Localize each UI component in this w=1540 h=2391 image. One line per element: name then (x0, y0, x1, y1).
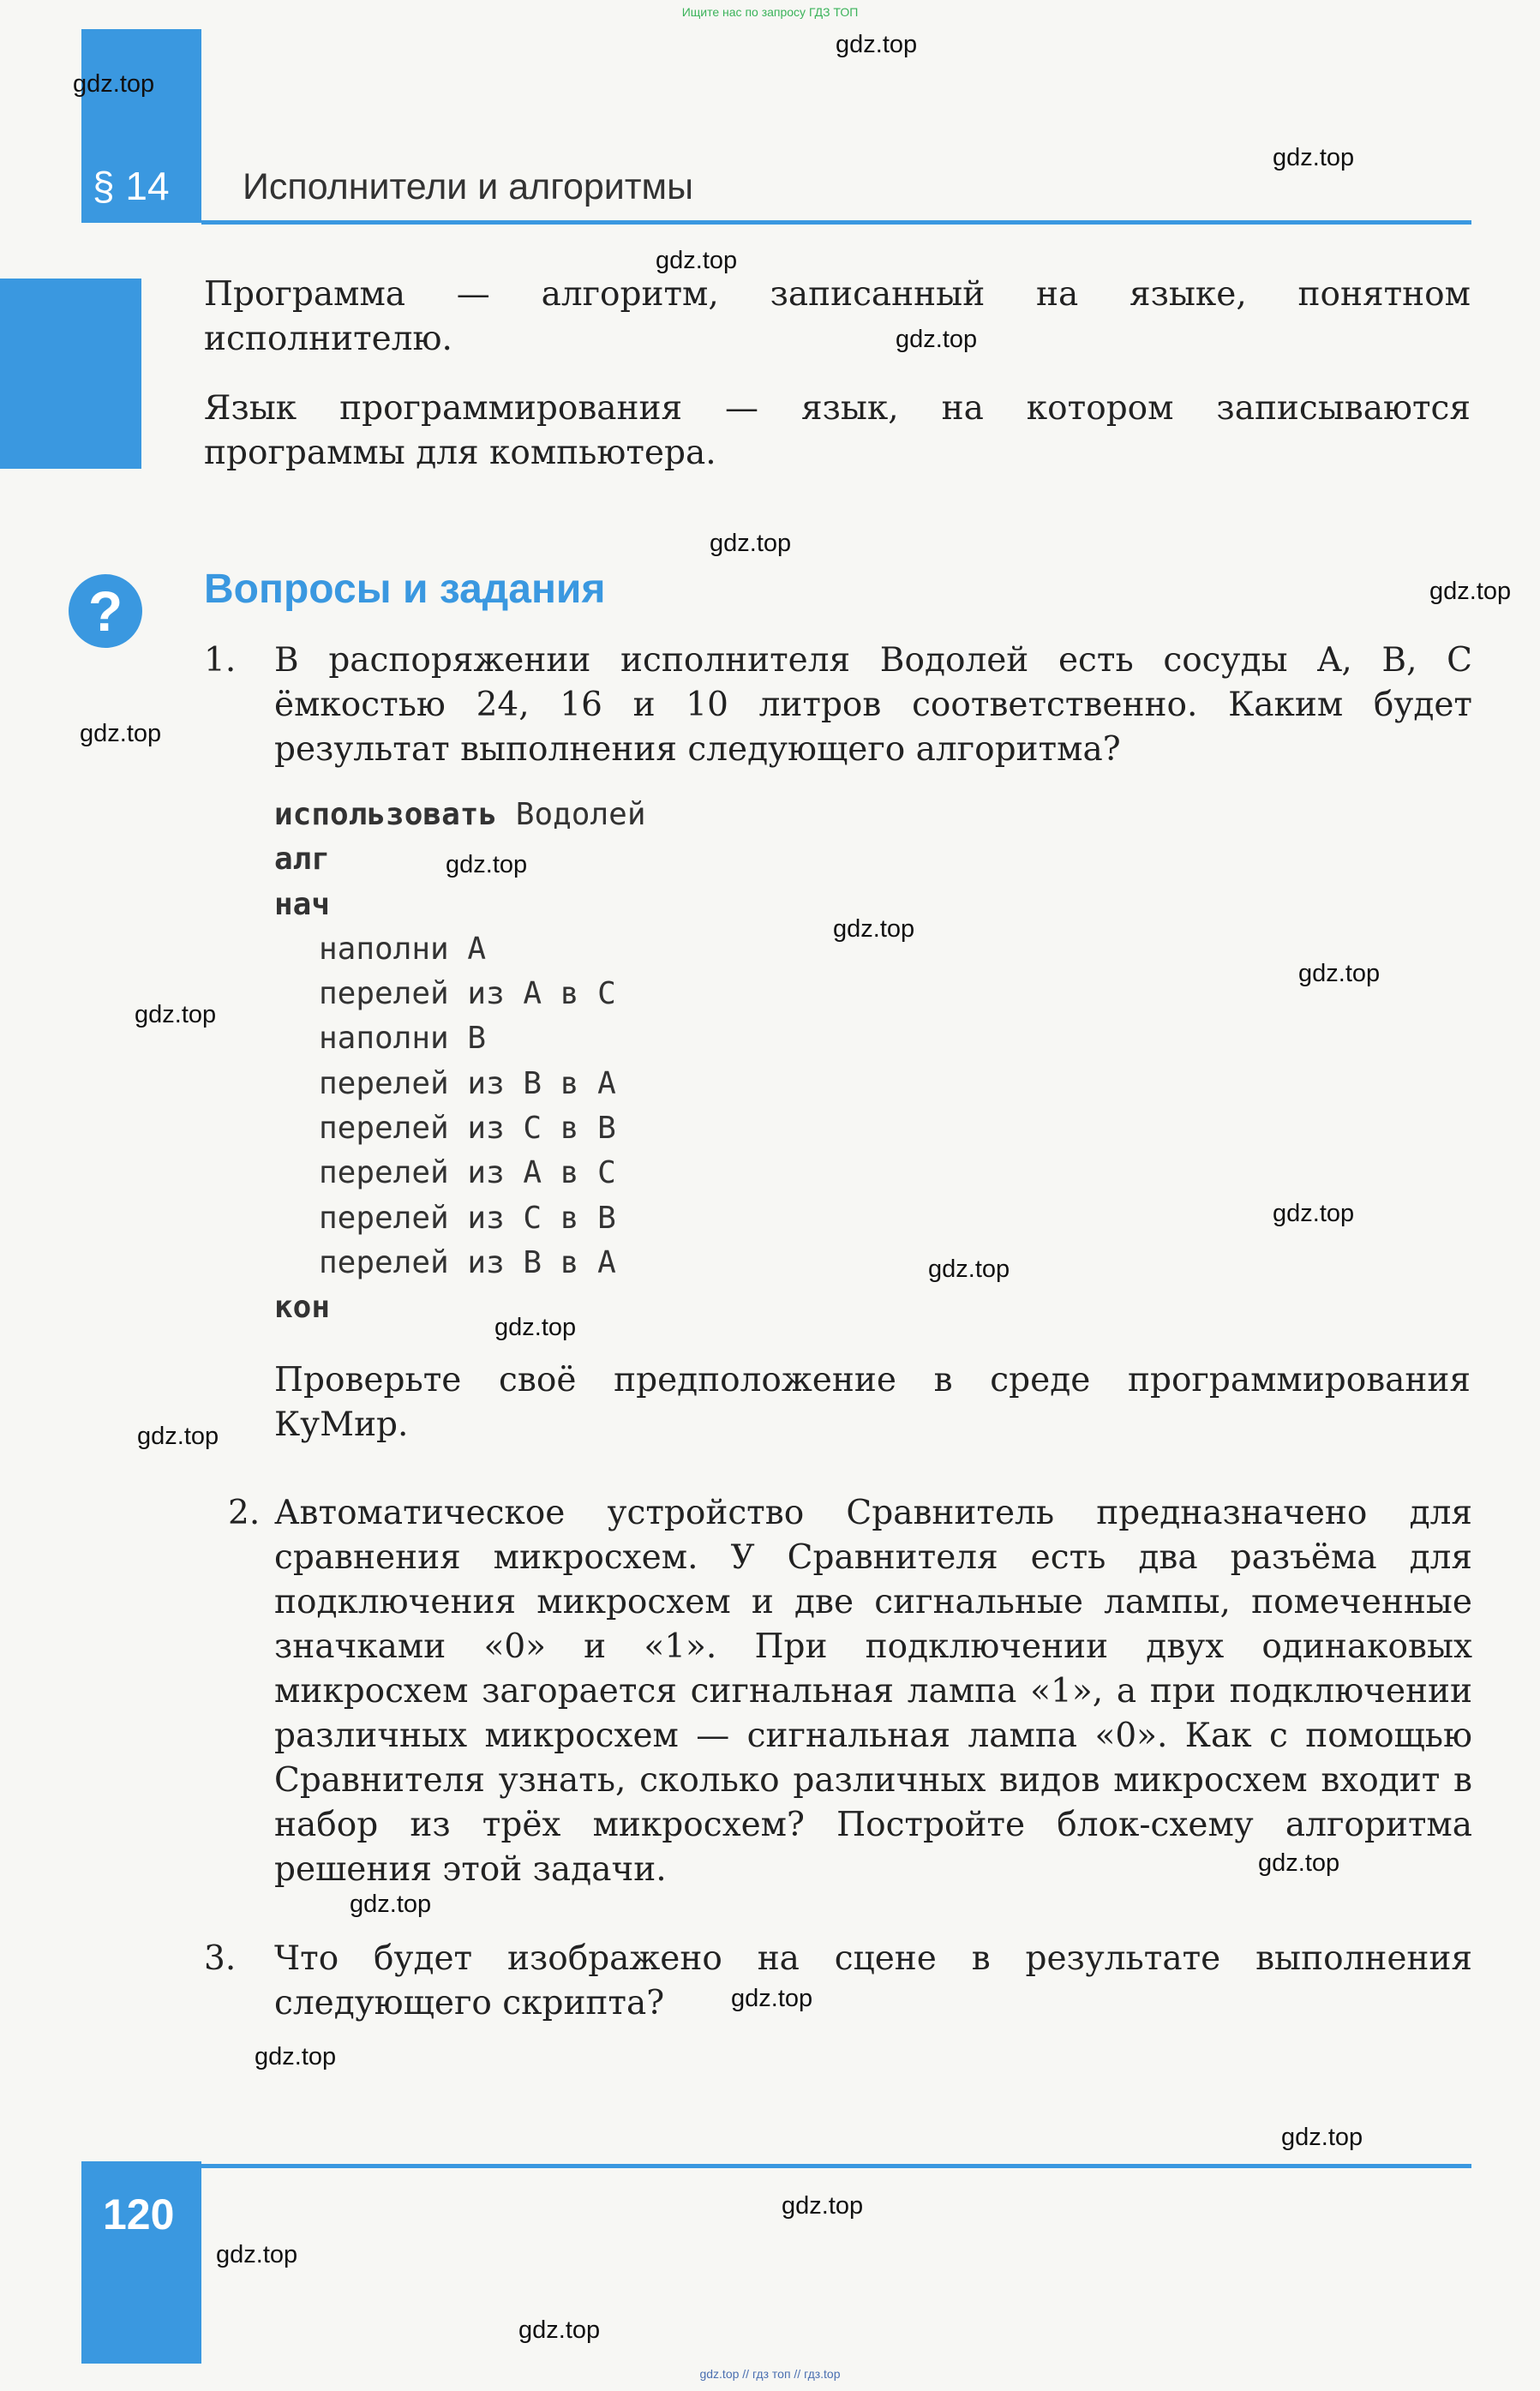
watermark: gdz.top (928, 1255, 1010, 1283)
watermark: gdz.top (137, 1423, 219, 1450)
watermark: gdz.top (494, 1314, 577, 1341)
watermark: gdz.top (896, 326, 978, 353)
side-color-band (0, 279, 141, 469)
watermark: gdz.top (255, 2043, 337, 2070)
task-number: 2. (228, 1494, 261, 1532)
site-note-bottom: gdz.top // гдз топ // гдз.top (699, 2367, 841, 2381)
watermark: gdz.top (731, 1985, 813, 2012)
code-line: перелей из B в A (319, 1244, 616, 1280)
code-line: перелей из C в B (319, 1111, 616, 1147)
site-note-top: Ищите нас по запросу ГДЗ ТОП (681, 5, 859, 19)
code-keyword-end: кон (274, 1290, 331, 1326)
task-number: 3. (204, 1939, 237, 1978)
code-keyword-alg: алг (274, 842, 331, 878)
task-2 (204, 1491, 1472, 1892)
watermark: gdz.top (1258, 1849, 1340, 1877)
watermark: gdz.top (1281, 2124, 1363, 2151)
question-circle-icon: ? (69, 574, 142, 648)
section-title: Исполнители и алгоритмы (243, 166, 693, 207)
code-line: перелей из B в A (319, 1065, 616, 1101)
watermark: gdz.top (1298, 960, 1381, 987)
code-line: наполни B (319, 1021, 487, 1057)
task-3 (204, 1937, 1472, 2026)
watermark: gdz.top (782, 2192, 864, 2220)
watermark: gdz.top (216, 2241, 298, 2268)
task-text: Что будет изображено на сцене в результате выполнения следующего скрипта? (274, 1939, 1472, 2022)
watermark: gdz.top (656, 247, 738, 274)
footer-rule (201, 2164, 1471, 2168)
watermark: gdz.top (80, 720, 162, 747)
watermark: gdz.top (135, 1001, 217, 1028)
watermark: gdz.top (446, 851, 528, 878)
task-text: В распоряжении исполнителя Водолей есть сосуды A, B, C ёмкостью 24, 16 и 10 литров соответственно. Каким будет результат выполнения следующего алгоритма? (274, 641, 1472, 769)
watermark: gdz.top (1273, 1200, 1355, 1227)
section-number: § 14 (93, 164, 170, 208)
questions-heading: Вопросы и задания (204, 566, 606, 612)
watermark: gdz.top (833, 915, 915, 943)
watermark: gdz.top (710, 530, 792, 557)
code-keyword-use: использовать (274, 797, 498, 832)
code-keyword-begin: нач (274, 886, 331, 922)
task-number: 1. (204, 641, 237, 680)
watermark: gdz.top (1273, 144, 1355, 171)
watermark: gdz.top (836, 31, 918, 58)
header-rule (201, 220, 1471, 225)
watermark: gdz.top (350, 1891, 432, 1918)
code-executor-name: Водолей (515, 797, 646, 832)
code-line: перелей из C в B (319, 1200, 616, 1236)
watermark: gdz.top (73, 70, 155, 98)
task-text: Автоматическое устройство Сравнитель предназначено для сравнения микросхем. У Сравнителя есть два разъёма для подключения микросхем и две сигнальные лампы, помеченные значками «0» и «1». При подключении двух одинаковых микросхем загорается сигнальная лампа «1», а при подключении различных микросхем — сигнальная лампа «0». Как с помощью Сравнителя узнать, сколько различных видов микросхем входит в набор из трёх микросхем? Постройте блок-схему алгоритма решения этой задачи. (274, 1494, 1472, 1889)
page-number: 120 (103, 2190, 175, 2238)
task-1 (204, 638, 1472, 772)
definition-language: Язык программирования — язык, на котором записываются программы для компьютера. (204, 389, 1471, 472)
code-line: перелей из A в C (319, 1155, 616, 1191)
watermark: gdz.top (518, 2316, 601, 2344)
code-line: наполни A (319, 931, 487, 967)
code-line: перелей из A в C (319, 976, 616, 1012)
definition-program: Программа — алгоритм, записанный на языке, понятном исполнителю. (204, 275, 1471, 358)
task-1-check: Проверьте своё предположение в среде программирования КуМир. (274, 1361, 1471, 1444)
watermark: gdz.top (1429, 578, 1512, 605)
